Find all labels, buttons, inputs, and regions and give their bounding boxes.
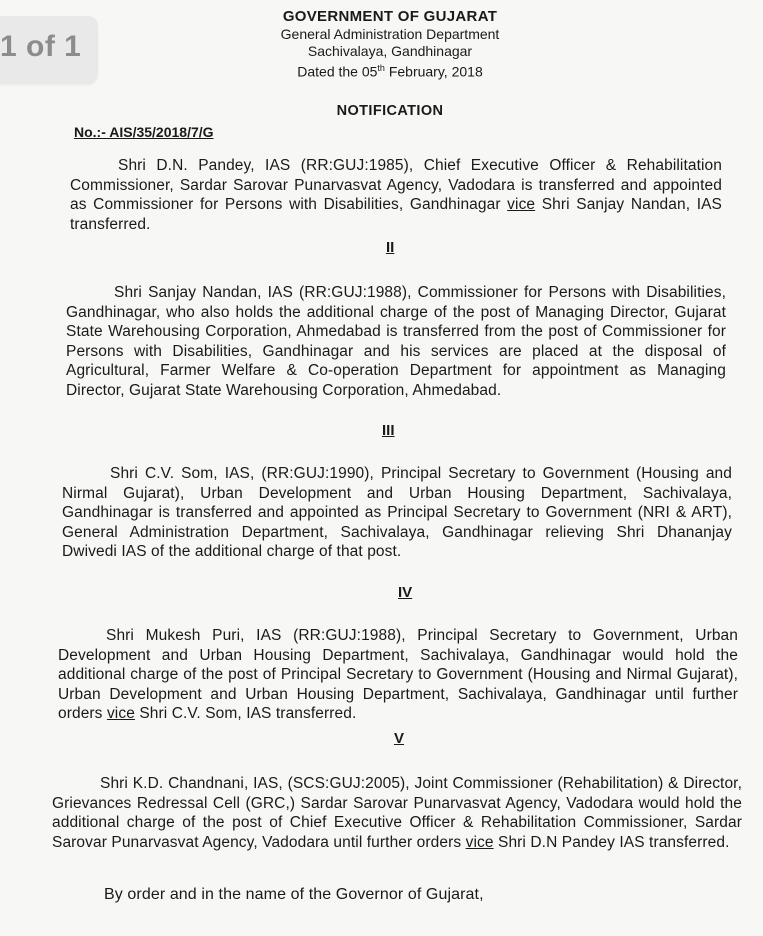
section-3-paragraph: Shri C.V. Som, IAS, (RR:GUJ:1990), Principal Secretary to Government (Housing and Nirmal Gujarat), Urban Development and Urban Housing Department, Sachivalaya, Gandhinagar is transferred and appointed as Principal Secretary to Government (NRI & ART), General Administration Department, Sachivalaya, Gandhinagar relieving Shri Dhananjay Dwivedi IAS of the additional charge of that post.	[62, 465, 732, 560]
notification-title: NOTIFICATION	[336, 103, 444, 119]
closing-line: By order and in the name of the Governor of Gujarat,	[104, 886, 484, 903]
section-4-paragraph: Shri Mukesh Puri, IAS (RR:GUJ:1988), Principal Secretary to Government, Urban Development and Urban Housing Department, Sachivalaya, Gandhinagar would hold the additional charge of the post of Principal Secretary to Government (Housing and Nirmal Gujarat), Urban Development and Urban Housing Department, Sachivalaya, Gandhinagar until further orders vice Shri C.V. Som, IAS transferred.	[58, 627, 738, 722]
notification-reference: No.:- AIS/35/2018/7/G	[74, 124, 214, 140]
document-date: Dated the 05th February, 2018	[297, 63, 483, 80]
office-place: Sachivalaya, Gandhinagar	[307, 43, 473, 59]
page-indicator	[0, 16, 98, 84]
section-2-numeral: II	[386, 239, 395, 256]
section-5-paragraph: Shri K.D. Chandnani, IAS, (SCS:GUJ:2005), Joint Commissioner (Rehabilitation) & Director, Grievances Redressal Cell (GRC,) Sardar Sarovar Punarvasvat Agency, Vadodara would hold the additional charge of the post of Chief Executive Officer & Rehabilitation Commissioner, Sardar Sarovar Punarvasvat Agency, Vadodara until further orders vice Shri D.N Pandey IAS transferred.	[52, 775, 742, 851]
department-name: General Administration Department	[280, 26, 500, 42]
section-1-paragraph: Shri D.N. Pandey, IAS (RR:GUJ:1985), Chief Executive Officer & Rehabilitation Commissioner, Sardar Sarovar Punarvasvat Agency, Vadodara is transferred and appointed as Commissioner for Persons with Disabilities, Gandhinagar vice Shri Sanjay Nandan, IAS transferred.	[70, 157, 722, 233]
page-indicator-text: 1 of 1	[0, 30, 82, 63]
government-title: GOVERNMENT OF GUJARAT	[282, 8, 498, 25]
letterhead	[200, 8, 580, 81]
section-5-numeral: V	[394, 730, 405, 747]
section-4-numeral: IV	[398, 584, 413, 601]
section-3-numeral: III	[382, 422, 395, 439]
section-2-paragraph: Shri Sanjay Nandan, IAS (RR:GUJ:1988), Commissioner for Persons with Disabilities, Gandhinagar, who also holds the additional charge of the post of Managing Director, Gujarat State Warehousing Corporation, Ahmedabad is transferred from the post of Commissioner for Persons with Disabilities, Gandhinagar and his services are placed at the disposal of Agricultural, Farmer Welfare & Co-operation Department for appointment as Managing Director, Gujarat State Warehousing Corporation, Ahmedabad.	[66, 284, 726, 399]
